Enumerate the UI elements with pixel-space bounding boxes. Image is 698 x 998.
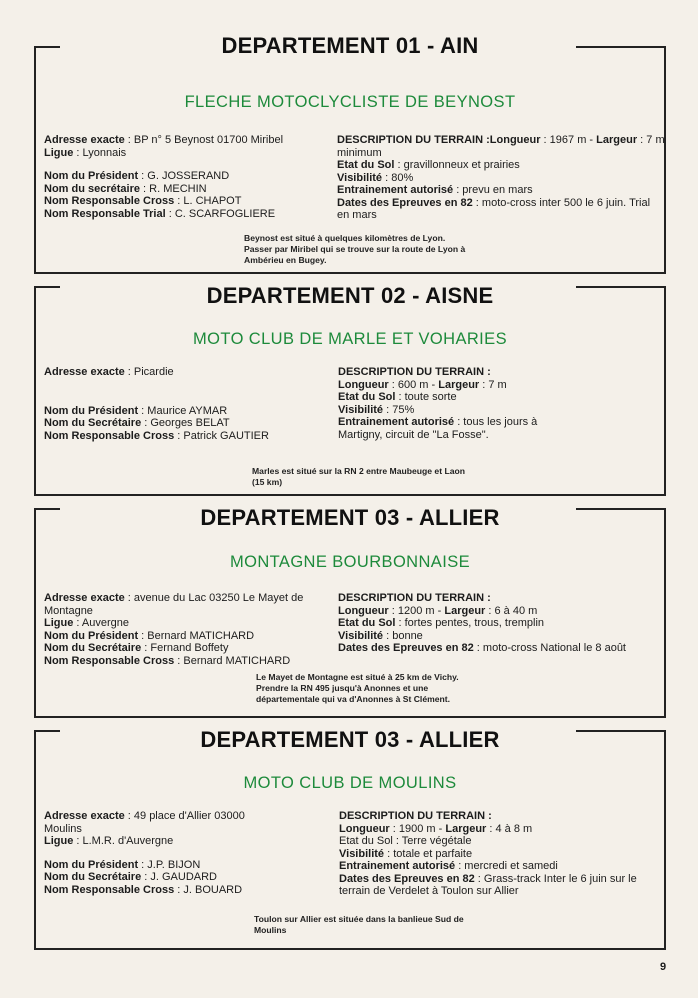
president-value: : G. JOSSERAND xyxy=(138,170,230,182)
largeur-value: : 7 m minimum xyxy=(337,134,665,159)
visibilite-value: : totale et parfaite xyxy=(384,847,473,860)
entrainement-value: : mercredi et samedi xyxy=(455,860,558,872)
ligue-value: : Lyonnais xyxy=(73,146,127,159)
terrain-info-right xyxy=(337,134,665,222)
visibilite-label: Visibilité xyxy=(337,171,383,184)
description-label: DESCRIPTION DU TERRAIN : xyxy=(339,810,492,822)
president-label: Nom du Président xyxy=(44,629,139,642)
club-name: FLECHE MOTOCLYCLISTE DE BEYNOST xyxy=(184,93,516,111)
sol-value: : fortes pentes, trous, tremplin xyxy=(395,617,545,629)
president-label: Nom du Président xyxy=(44,858,139,871)
president-label: Nom du Président xyxy=(44,404,139,417)
president-value: : Bernard MATICHARD xyxy=(138,629,255,642)
longueur-label: Longueur xyxy=(489,134,541,146)
ligue-label: Ligue xyxy=(44,835,74,847)
location-note: Marles est situé sur la RN 2 entre Maubeuge et Laon (15 km) xyxy=(252,466,465,487)
secretaire-value: : J. GAUDARD xyxy=(141,871,217,883)
cross-value: : Patrick GAUTIER xyxy=(174,429,269,442)
terrain-info-right xyxy=(338,366,556,441)
president-label: Nom du Président xyxy=(44,170,139,182)
entrainement-label: Entrainement autorisé xyxy=(338,416,455,428)
location-note: Toulon sur Allier est située dans la banlieue Sud de Moulins xyxy=(254,914,464,935)
dates-value: : moto-cross National le 8 août xyxy=(473,642,626,654)
entrainement-value: : tous les jours à Martigny, circuit de "La Fosse". xyxy=(338,416,538,441)
dates-label: Dates des Epreuves en 82 xyxy=(339,872,475,885)
secretaire-value: : Georges BELAT xyxy=(141,417,230,429)
secretaire-label: Nom du secrétaire xyxy=(44,182,140,195)
club-info-left xyxy=(44,366,290,442)
section-allier-moulins xyxy=(34,727,666,950)
sol-value: : gravillonneux et prairies xyxy=(394,159,520,171)
president-value: : J.P. BIJON xyxy=(138,858,201,871)
description-label: DESCRIPTION DU TERRAIN : xyxy=(338,592,491,604)
largeur-value: : 7 m xyxy=(479,378,507,391)
section-ain xyxy=(34,33,666,274)
cross-label: Nom Responsable Cross xyxy=(44,195,175,207)
ligue-label: Ligue xyxy=(44,146,74,159)
ligue-value: : Auvergne xyxy=(73,617,129,629)
location-note: Le Mayet de Montagne est situé à 25 km de Vichy. Prendre la RN 495 jusqu'à Anonnes et une départementale qui va d'Anonnes à St Clément. xyxy=(256,672,459,704)
secretaire-label: Nom du Secrétaire xyxy=(44,417,142,429)
terrain-info-right xyxy=(339,810,665,898)
longueur-value: : 1200 m - xyxy=(388,604,445,617)
sol-label: Etat du Sol xyxy=(337,159,395,171)
adresse-value: : avenue du Lac 03250 Le Mayet de Montagne xyxy=(44,592,304,617)
terrain-info-right xyxy=(338,592,666,655)
visibilite-label: Visibilité xyxy=(339,847,385,860)
largeur-label: Largeur xyxy=(444,604,486,617)
cross-value: : J. BOUARD xyxy=(174,883,243,896)
largeur-value: : 4 à 8 m xyxy=(486,822,533,835)
secretaire-value: : R. MECHIN xyxy=(139,182,207,195)
sol-value: : toute sorte xyxy=(395,391,457,403)
visibilite-label: Visibilité xyxy=(338,629,384,642)
visibilite-value: : 75% xyxy=(383,403,415,416)
cross-value: : L. CHAPOT xyxy=(174,195,242,207)
department-title: DEPARTEMENT 03 - ALLIER xyxy=(200,727,500,752)
trial-label: Nom Responsable Trial xyxy=(44,207,166,220)
cross-label: Nom Responsable Cross xyxy=(44,883,175,896)
visibilite-value: : bonne xyxy=(383,629,423,642)
longueur-value: : 1900 m - xyxy=(389,822,446,835)
club-name: MOTO CLUB DE MOULINS xyxy=(243,774,457,792)
club-info-left xyxy=(44,592,312,667)
dates-label: Dates des Epreuves en 82 xyxy=(338,642,474,654)
longueur-label: Longueur xyxy=(339,822,390,835)
department-title: DEPARTEMENT 02 - AISNE xyxy=(206,283,494,308)
largeur-value: : 6 à 40 m xyxy=(485,604,538,617)
section-allier-montagne xyxy=(34,505,666,718)
dates-value: : Grass-track Inter le 6 juin sur le terrain de Verdelet à Toulon sur Allier xyxy=(339,872,637,897)
entrainement-value: : prevu en mars xyxy=(453,184,533,196)
adresse-label: Adresse exacte xyxy=(44,366,125,378)
dates-label: Dates des Epreuves en 82 xyxy=(337,196,473,209)
largeur-label: Largeur xyxy=(596,134,638,146)
description-label: DESCRIPTION DU TERRAIN : xyxy=(338,366,491,378)
section-aisne xyxy=(34,283,666,496)
cross-label: Nom Responsable Cross xyxy=(44,654,175,667)
secretaire-value: : Fernand Boffety xyxy=(141,642,229,654)
secretaire-label: Nom du Secrétaire xyxy=(44,642,142,654)
trial-value: : C. SCARFOGLIERE xyxy=(165,207,276,220)
adresse-value: : 49 place d'Allier 03000 Moulins xyxy=(44,810,245,835)
sol-text: Etat du Sol : Terre végétale xyxy=(339,835,472,847)
longueur-value: : 600 m - xyxy=(388,378,439,391)
sol-label: Etat du Sol xyxy=(338,617,396,629)
club-info-left xyxy=(44,134,336,220)
longueur-label: Longueur xyxy=(338,378,389,391)
secretaire-label: Nom du Secrétaire xyxy=(44,871,142,883)
president-value: : Maurice AYMAR xyxy=(138,404,228,417)
department-title: DEPARTEMENT 03 - ALLIER xyxy=(200,505,500,530)
ligue-label: Ligue xyxy=(44,617,74,629)
adresse-value: : BP n° 5 Beynost 01700 Miribel xyxy=(124,134,284,146)
cross-label: Nom Responsable Cross xyxy=(44,429,175,442)
visibilite-label: Visibilité xyxy=(338,403,384,416)
location-note: Beynost est situé à quelques kilomètres de Lyon. Passer par Miribel qui se trouve sur la route de Lyon à Ambérieu en Bugey. xyxy=(244,233,466,265)
club-name: MOTO CLUB DE MARLE ET VOHARIES xyxy=(193,330,507,348)
longueur-label: Longueur xyxy=(338,604,389,617)
club-name: MONTAGNE BOURBONNAISE xyxy=(229,553,471,571)
longueur-value: : 1967 m - xyxy=(540,134,597,146)
visibilite-value: : 80% xyxy=(382,171,414,184)
cross-value: : Bernard MATICHARD xyxy=(174,654,291,667)
department-title: DEPARTEMENT 01 - AIN xyxy=(221,33,479,58)
ligue-value: : L.M.R. d'Auvergne xyxy=(73,835,174,847)
adresse-value: : Picardie xyxy=(124,366,174,378)
adresse-label: Adresse exacte xyxy=(44,592,125,604)
description-label: DESCRIPTION DU TERRAIN : xyxy=(337,134,490,146)
adresse-label: Adresse exacte xyxy=(44,810,125,822)
entrainement-label: Entrainement autorisé xyxy=(337,184,454,196)
dates-value: : moto-cross inter 500 le 6 juin. Trial en mars xyxy=(337,196,651,221)
entrainement-label: Entrainement autorisé xyxy=(339,860,456,872)
club-info-left xyxy=(44,810,274,896)
largeur-label: Largeur xyxy=(438,378,480,391)
largeur-label: Largeur xyxy=(445,822,487,835)
page-number: 9 xyxy=(660,961,667,973)
adresse-label: Adresse exacte xyxy=(44,134,125,146)
sol-label: Etat du Sol xyxy=(338,391,396,403)
